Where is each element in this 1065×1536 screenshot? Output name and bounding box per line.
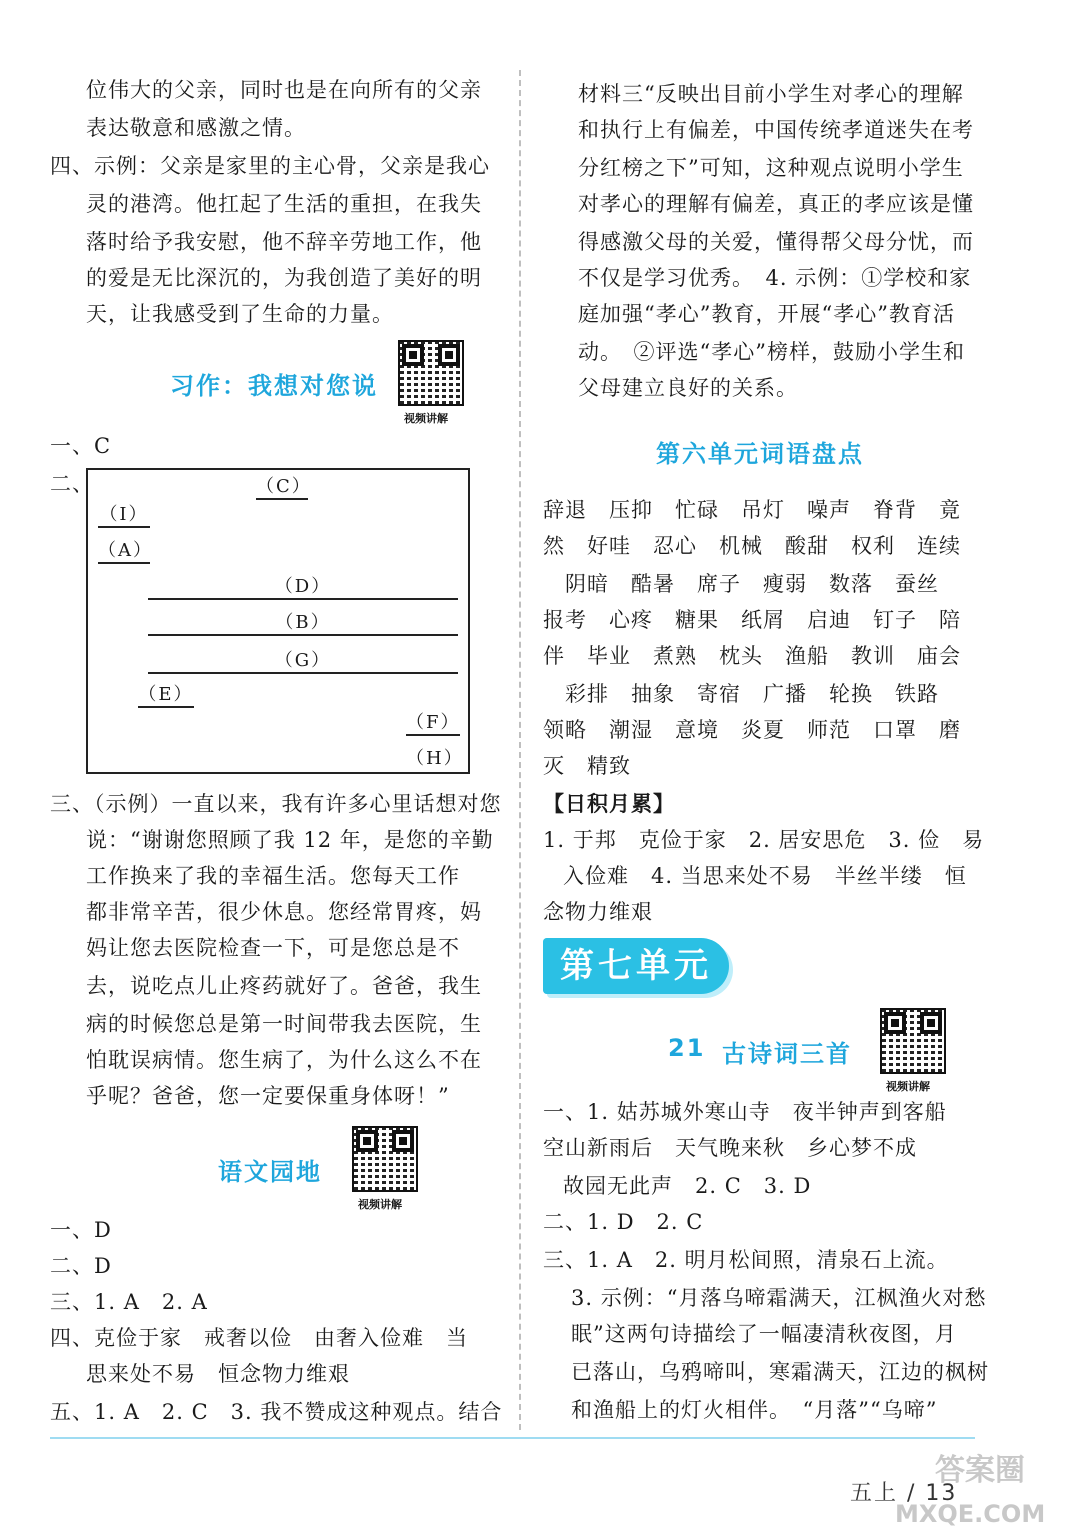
- answer-line: 眠”这两句诗描绘了一幅凄清秋夜图，月: [571, 1322, 957, 1346]
- unit-seven-banner: 第七单元: [543, 938, 729, 994]
- section-title-yuwenyuandi: 语文园地: [218, 1158, 322, 1186]
- answer-line: 五、1. A 2. C 3. 我不赞成这种观点。结合: [50, 1400, 503, 1424]
- text-line: 不仅是学习优秀。 4. 示例：①学校和家: [578, 266, 972, 290]
- word-line: 报考 心疼 糖果 纸屑 启迪 钉子 陪: [543, 608, 961, 632]
- diagram-label-e: （E）: [138, 684, 194, 708]
- text-line: 庭加强“孝心”教育，开展“孝心”教育活: [578, 302, 955, 326]
- answer-line: 四、克俭于家 戒奢以俭 由奢入俭难 当: [50, 1326, 468, 1350]
- answer-line: 和渔船上的灯火相伴。 “月落”“乌啼”: [571, 1398, 938, 1422]
- text-line: 动。 ②评选“孝心”榜样，鼓励小学生和: [578, 340, 965, 364]
- text-line: 妈让您去医院检查一下，可是您总是不: [86, 936, 460, 960]
- text-line: 和执行上有偏差，中国传统孝道迷失在考: [578, 118, 974, 142]
- text-line: 四、示例：父亲是家里的主心骨，父亲是我心: [50, 154, 490, 178]
- answer-line: 1. 于邦 克俭于家 2. 居安思危 3. 俭 易: [543, 828, 985, 852]
- text-line: 乎呢？爸爸，您一定要保重身体呀！”: [86, 1084, 450, 1108]
- answer-line: 二、: [50, 472, 94, 496]
- word-line: 灭 精致: [543, 754, 631, 778]
- rjyl-heading: 【日积月累】: [543, 791, 675, 816]
- text-line: 的爱是无比深沉的，为我创造了美好的明: [86, 266, 482, 290]
- diagram-label-a: （A）: [98, 540, 150, 564]
- text-line: 天，让我感受到了生命的力量。: [86, 302, 394, 326]
- text-line: 得感激父母的关爱，懂得帮父母分忧，而: [578, 230, 974, 254]
- answer-line: 三、1. A 2. 明月松间照，清泉石上流。: [543, 1248, 949, 1272]
- answer-line: 二、1. D 2. C: [543, 1210, 704, 1234]
- diagram-label-c: （C）: [256, 476, 308, 500]
- answer-line: 已落山，乌鸦啼叫，寒霜满天，江边的枫树: [571, 1360, 989, 1384]
- word-line: 伴 毕业 煮熟 枕头 渔船 教训 庙会: [543, 644, 961, 668]
- text-line: 位伟大的父亲，同时也是在向所有的父亲: [86, 78, 482, 102]
- section-title-words: 第六单元词语盘点: [656, 440, 864, 468]
- word-line: 辞退 压抑 忙碌 吊灯 噪声 脊背 竟: [543, 498, 961, 522]
- answer-line: 3. 示例：“月落乌啼霜满天，江枫渔火对愁: [571, 1286, 987, 1310]
- qr-code-icon[interactable]: [398, 340, 464, 406]
- word-line: 然 好哇 忍心 机械 酸甜 权利 连续: [543, 534, 961, 558]
- answer-line: 入俭难 4. 当思来处不易 半丝半缕 恒: [563, 864, 967, 888]
- qr-caption: 视频讲解: [404, 412, 448, 425]
- diagram-label-h: （H）: [406, 748, 464, 769]
- structure-diagram: [86, 468, 470, 774]
- diagram-label-b: （B）: [148, 612, 458, 636]
- lesson-number: 21: [668, 1034, 706, 1062]
- answer-line: 思来处不易 恒念物力维艰: [86, 1362, 350, 1386]
- footer-rule: [50, 1437, 975, 1439]
- qr-code-icon[interactable]: [352, 1126, 418, 1192]
- word-line: 阴暗 酷暑 席子 瘦弱 数落 蚕丝: [543, 572, 939, 596]
- text-line: 三、（示例）一直以来，我有许多心里话想对您: [50, 792, 502, 816]
- text-line: 怕耽误病情。您生病了，为什么这么不在: [86, 1048, 482, 1072]
- text-line: 病的时候您总是第一时间带我去医院，生: [86, 1012, 482, 1036]
- diagram-label-f: （F）: [406, 712, 460, 736]
- section-title-xizuo: 习作：我想对您说: [170, 372, 378, 400]
- text-line: 说：“谢谢您照顾了我 12 年，是您的辛勤: [86, 828, 494, 852]
- answer-line: 二、D: [50, 1254, 112, 1278]
- text-line: 都非常辛苦，很少休息。您经常胃疼，妈: [86, 900, 482, 924]
- word-line: 彩排 抽象 寄宿 广播 轮换 铁路: [543, 682, 939, 706]
- text-line: 工作换来了我的幸福生活。您每天工作: [86, 864, 460, 888]
- answer-line: 一、C: [50, 434, 112, 458]
- word-line: 领略 潮湿 意境 炎夏 师范 口罩 磨: [543, 718, 961, 742]
- text-line: 去，说吃点儿止疼药就好了。爸爸，我生: [86, 974, 482, 998]
- text-line: 父母建立良好的关系。: [578, 376, 798, 400]
- text-line: 材料三“反映出目前小学生对孝心的理解: [578, 82, 964, 106]
- text-line: 分红榜之下”可知，这种观点说明小学生: [578, 156, 964, 180]
- text-line: 对孝心的理解有偏差，真正的孝应该是懂: [578, 192, 974, 216]
- answer-line: 故园无此声 2. C 3. D: [563, 1174, 812, 1198]
- answer-line: 一、D: [50, 1218, 112, 1242]
- diagram-label-d: （D）: [148, 576, 458, 600]
- text-line: 落时给予我安慰，他不辞辛劳地工作，他: [86, 230, 482, 254]
- text-line: 表达敬意和感激之情。: [86, 116, 306, 140]
- watermark-logo: 答案圈: [935, 1453, 1025, 1488]
- lesson-title: 古诗词三首: [722, 1040, 852, 1068]
- text-line: 灵的港湾。他扛起了生活的重担，在我失: [86, 192, 482, 216]
- watermark-site: MXQE.COM: [895, 1500, 1046, 1528]
- diagram-label-i: （I）: [98, 504, 150, 528]
- answer-line: 空山新雨后 天气晚来秋 乡心梦不成: [543, 1136, 917, 1160]
- page-number: 五上 / 13: [850, 1481, 958, 1506]
- answer-line: 一、1. 姑苏城外寒山寺 夜半钟声到客船: [543, 1100, 947, 1124]
- diagram-label-g: （G）: [148, 650, 458, 674]
- qr-caption: 视频讲解: [358, 1198, 402, 1211]
- column-divider: [519, 70, 521, 1430]
- answer-line: 三、1. A 2. A: [50, 1290, 208, 1314]
- qr-code-icon[interactable]: [880, 1008, 946, 1074]
- answer-line: 念物力维艰: [543, 900, 653, 924]
- qr-caption: 视频讲解: [886, 1080, 930, 1093]
